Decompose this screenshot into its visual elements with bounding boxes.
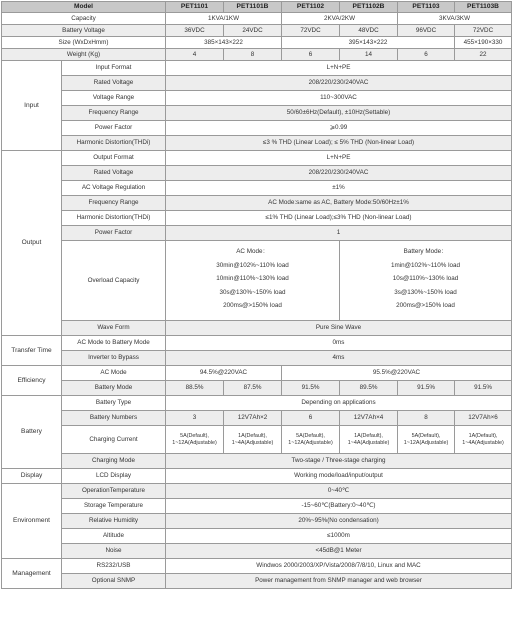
input-row: [2, 136, 512, 151]
row-value: 110~300VAC: [166, 91, 512, 106]
model-header: Model: [2, 2, 166, 13]
overload-ac-mode: [166, 241, 340, 321]
row-value: 22: [455, 49, 512, 61]
row-value: L+N+PE: [166, 151, 512, 166]
row-value: [398, 426, 455, 454]
overload-line: 1min@102%~110% load: [390, 261, 461, 269]
row-value: 208/220/230/240VAC: [166, 166, 512, 181]
row-label: AC Mode: [62, 366, 166, 381]
row-label: Storage Temperature: [62, 499, 166, 514]
row-label: Capacity: [2, 13, 166, 25]
output-row: [2, 321, 512, 336]
row-label: Frequency Range: [62, 196, 166, 211]
charge-default: 5A(Default),: [180, 432, 209, 439]
category-environment: Environment: [2, 484, 62, 559]
row-label: Harmonic Distortion(THDi): [62, 211, 166, 226]
row-value: 6: [282, 411, 340, 426]
model-name: PET1102B: [340, 2, 398, 13]
row-value: 12V7Ah×6: [455, 411, 512, 426]
charge-range: 1~4A(Adjustable): [231, 439, 274, 446]
efficiency-row: [2, 381, 512, 396]
efficiency-row: [2, 366, 512, 381]
weight-row: [2, 49, 512, 61]
row-value: <45dB@1 Meter: [166, 544, 512, 559]
row-value: ≤1% THD (Linear Load);≤3% THD (Non-linear Load): [166, 211, 512, 226]
category-output: Output: [2, 151, 62, 336]
row-value: 0~40℃: [166, 484, 512, 499]
row-label: Battery Voltage: [2, 25, 166, 37]
charge-default: 1A(Default),: [354, 432, 383, 439]
transfer-row: [2, 351, 512, 366]
model-name: PET1102: [282, 2, 340, 13]
row-value: [340, 426, 398, 454]
row-value: 1KVA/1KW: [166, 13, 282, 25]
overload-line: 10min@110%~130% load: [216, 275, 289, 283]
row-value: 24VDC: [224, 25, 282, 37]
row-value: 14: [340, 49, 398, 61]
capacity-row: [2, 13, 512, 25]
row-value: ±1%: [166, 181, 512, 196]
row-value: 0ms: [166, 336, 512, 351]
input-row: [2, 91, 512, 106]
output-row: [2, 226, 512, 241]
row-value: [455, 426, 512, 454]
row-value: 455×190×330: [455, 37, 512, 49]
input-row: [2, 106, 512, 121]
transfer-row: [2, 336, 512, 351]
row-value: 91.5%: [282, 381, 340, 396]
row-value: ≤1000m: [166, 529, 512, 544]
overload-line: 30s@130%~150% load: [219, 288, 286, 296]
battery-row: [2, 411, 512, 426]
environment-row: [2, 484, 512, 499]
row-value: 12V7Ah×4: [340, 411, 398, 426]
model-name: PET1101: [166, 2, 224, 13]
overload-line: 3s@130%~150% load: [394, 288, 457, 296]
output-row: [2, 196, 512, 211]
row-label: Power Factor: [62, 121, 166, 136]
charge-range: 1~12A(Adjustable): [172, 439, 217, 446]
overload-title: Battery Mode：: [403, 248, 448, 256]
category-efficiency: Efficiency: [2, 366, 62, 396]
input-row: [2, 121, 512, 136]
row-value: 208/220/230/240VAC: [166, 76, 512, 91]
row-value: 3: [166, 411, 224, 426]
row-value: Working mode/load/input/output: [166, 469, 512, 484]
row-label: Optional SNMP: [62, 574, 166, 589]
row-label: AC Mode to Battery Mode: [62, 336, 166, 351]
battery-row: [2, 454, 512, 469]
environment-row: [2, 499, 512, 514]
row-label: LCD Display: [62, 469, 166, 484]
row-value: Windwos 2000/2003/XP/Vista/2008/7/8/10, Linux and MAC: [166, 559, 512, 574]
output-row: [2, 151, 512, 166]
row-label: OperationTemperature: [62, 484, 166, 499]
row-label: Rated Voltage: [62, 76, 166, 91]
category-input: Input: [2, 61, 62, 151]
row-label: Battery Numbers: [62, 411, 166, 426]
row-value: 88.5%: [166, 381, 224, 396]
overload-title: AC Mode：: [236, 248, 269, 256]
row-value: 87.5%: [224, 381, 282, 396]
row-label: Battery Mode: [62, 381, 166, 396]
row-label: Noise: [62, 544, 166, 559]
row-value: 385×143×222: [166, 37, 282, 49]
environment-row: [2, 514, 512, 529]
row-value: 8: [224, 49, 282, 61]
spec-table: [1, 1, 512, 589]
charge-default: 1A(Default),: [238, 432, 267, 439]
row-value: Power management from SNMP manager and web browser: [166, 574, 512, 589]
category-battery: Battery: [2, 396, 62, 469]
row-value: AC Mode:same as AC, Battery Mode:50/60Hz±1%: [166, 196, 512, 211]
row-label: Charging Mode: [62, 454, 166, 469]
charge-range: 1~12A(Adjustable): [403, 439, 449, 446]
charge-range: 1~4A(Adjustable): [462, 439, 504, 446]
row-value: ⩾0.99: [166, 121, 512, 136]
row-label: Wave Form: [62, 321, 166, 336]
row-label: RS232/USB: [62, 559, 166, 574]
row-label: Overload Capacity: [62, 241, 166, 321]
category-display: Display: [2, 469, 62, 484]
row-value: 89.5%: [340, 381, 398, 396]
row-value: 1: [166, 226, 512, 241]
input-row: [2, 76, 512, 91]
row-value: L+N+PE: [166, 61, 512, 76]
model-name: PET1101B: [224, 2, 282, 13]
output-row: [2, 166, 512, 181]
row-value: 8: [398, 411, 455, 426]
row-value: 36VDC: [166, 25, 224, 37]
row-label: Inverter to Bypass: [62, 351, 166, 366]
row-label: Voltage Range: [62, 91, 166, 106]
row-label: Output Format: [62, 151, 166, 166]
row-value: 95.5%@220VAC: [282, 366, 512, 381]
row-value: 6: [282, 49, 340, 61]
row-value: 50/60±6Hz(Default), ±10Hz(Settable): [166, 106, 512, 121]
management-row: [2, 574, 512, 589]
overload-battery-mode: [340, 241, 512, 321]
model-name: PET1103B: [455, 2, 512, 13]
row-value: 6: [398, 49, 455, 61]
header-row: [2, 2, 512, 13]
overload-row: [2, 241, 512, 321]
environment-row: [2, 544, 512, 559]
row-value: [224, 426, 282, 454]
row-label: AC Voltage Regulation: [62, 181, 166, 196]
category-transfer-time: Transfer Time: [2, 336, 62, 366]
row-label: Weight (Kg): [2, 49, 166, 61]
row-label: Power Factor: [62, 226, 166, 241]
row-value: 395×143×222: [282, 37, 455, 49]
row-label: Altitude: [62, 529, 166, 544]
input-row: [2, 61, 512, 76]
row-value: [282, 426, 340, 454]
charge-range: 1~12A(Adjustable): [288, 439, 333, 446]
row-value: [166, 426, 224, 454]
row-value: 4ms: [166, 351, 512, 366]
row-label: Harmonic Distortion(THDi): [62, 136, 166, 151]
row-value: 3KVA/3KW: [398, 13, 512, 25]
row-value: 48VDC: [340, 25, 398, 37]
row-value: 96VDC: [398, 25, 455, 37]
row-value: 4: [166, 49, 224, 61]
row-value: 12V7Ah×2: [224, 411, 282, 426]
overload-line: 200ms@>150% load: [396, 302, 455, 310]
row-value: 20%~95%(No condensation): [166, 514, 512, 529]
battery-row: [2, 396, 512, 411]
row-value: 94.5%@220VAC: [166, 366, 282, 381]
output-row: [2, 211, 512, 226]
row-value: -15~60℃(Battery:0~40℃): [166, 499, 512, 514]
environment-row: [2, 529, 512, 544]
row-value: 72VDC: [282, 25, 340, 37]
output-row: [2, 181, 512, 196]
overload-line: 200ms@>150% load: [223, 302, 282, 310]
category-management: Management: [2, 559, 62, 589]
row-value: 72VDC: [455, 25, 512, 37]
row-value: 2KVA/2KW: [282, 13, 398, 25]
row-label: Size (WxDxHmm): [2, 37, 166, 49]
size-row: [2, 37, 512, 49]
row-label: Charging Current: [62, 426, 166, 454]
charge-range: 1~4A(Adjustable): [347, 439, 390, 446]
battery-row: [2, 426, 512, 454]
charge-default: 5A(Default),: [296, 432, 325, 439]
display-row: [2, 469, 512, 484]
row-label: Frequency Range: [62, 106, 166, 121]
row-label: Battery Type: [62, 396, 166, 411]
overload-line: 10s@110%~130% load: [392, 275, 459, 283]
row-value: 91.5%: [398, 381, 455, 396]
charge-default: 5A(Default),: [411, 432, 441, 439]
row-value: Two-stage / Three-stage charging: [166, 454, 512, 469]
row-label: Rated Voltage: [62, 166, 166, 181]
row-value: Pure Sine Wave: [166, 321, 512, 336]
row-label: Input Format: [62, 61, 166, 76]
row-value: ≤3 % THD (Linear Load); ≤ 5% THD (Non-linear Load): [166, 136, 512, 151]
overload-line: 30min@102%~110% load: [216, 261, 289, 269]
model-name: PET1103: [398, 2, 455, 13]
row-value: Depending on applications: [166, 396, 512, 411]
management-row: [2, 559, 512, 574]
row-value: 91.5%: [455, 381, 512, 396]
row-label: Relative Humidity: [62, 514, 166, 529]
battery-voltage-row: [2, 25, 512, 37]
charge-default: 1A(Default),: [468, 432, 498, 439]
